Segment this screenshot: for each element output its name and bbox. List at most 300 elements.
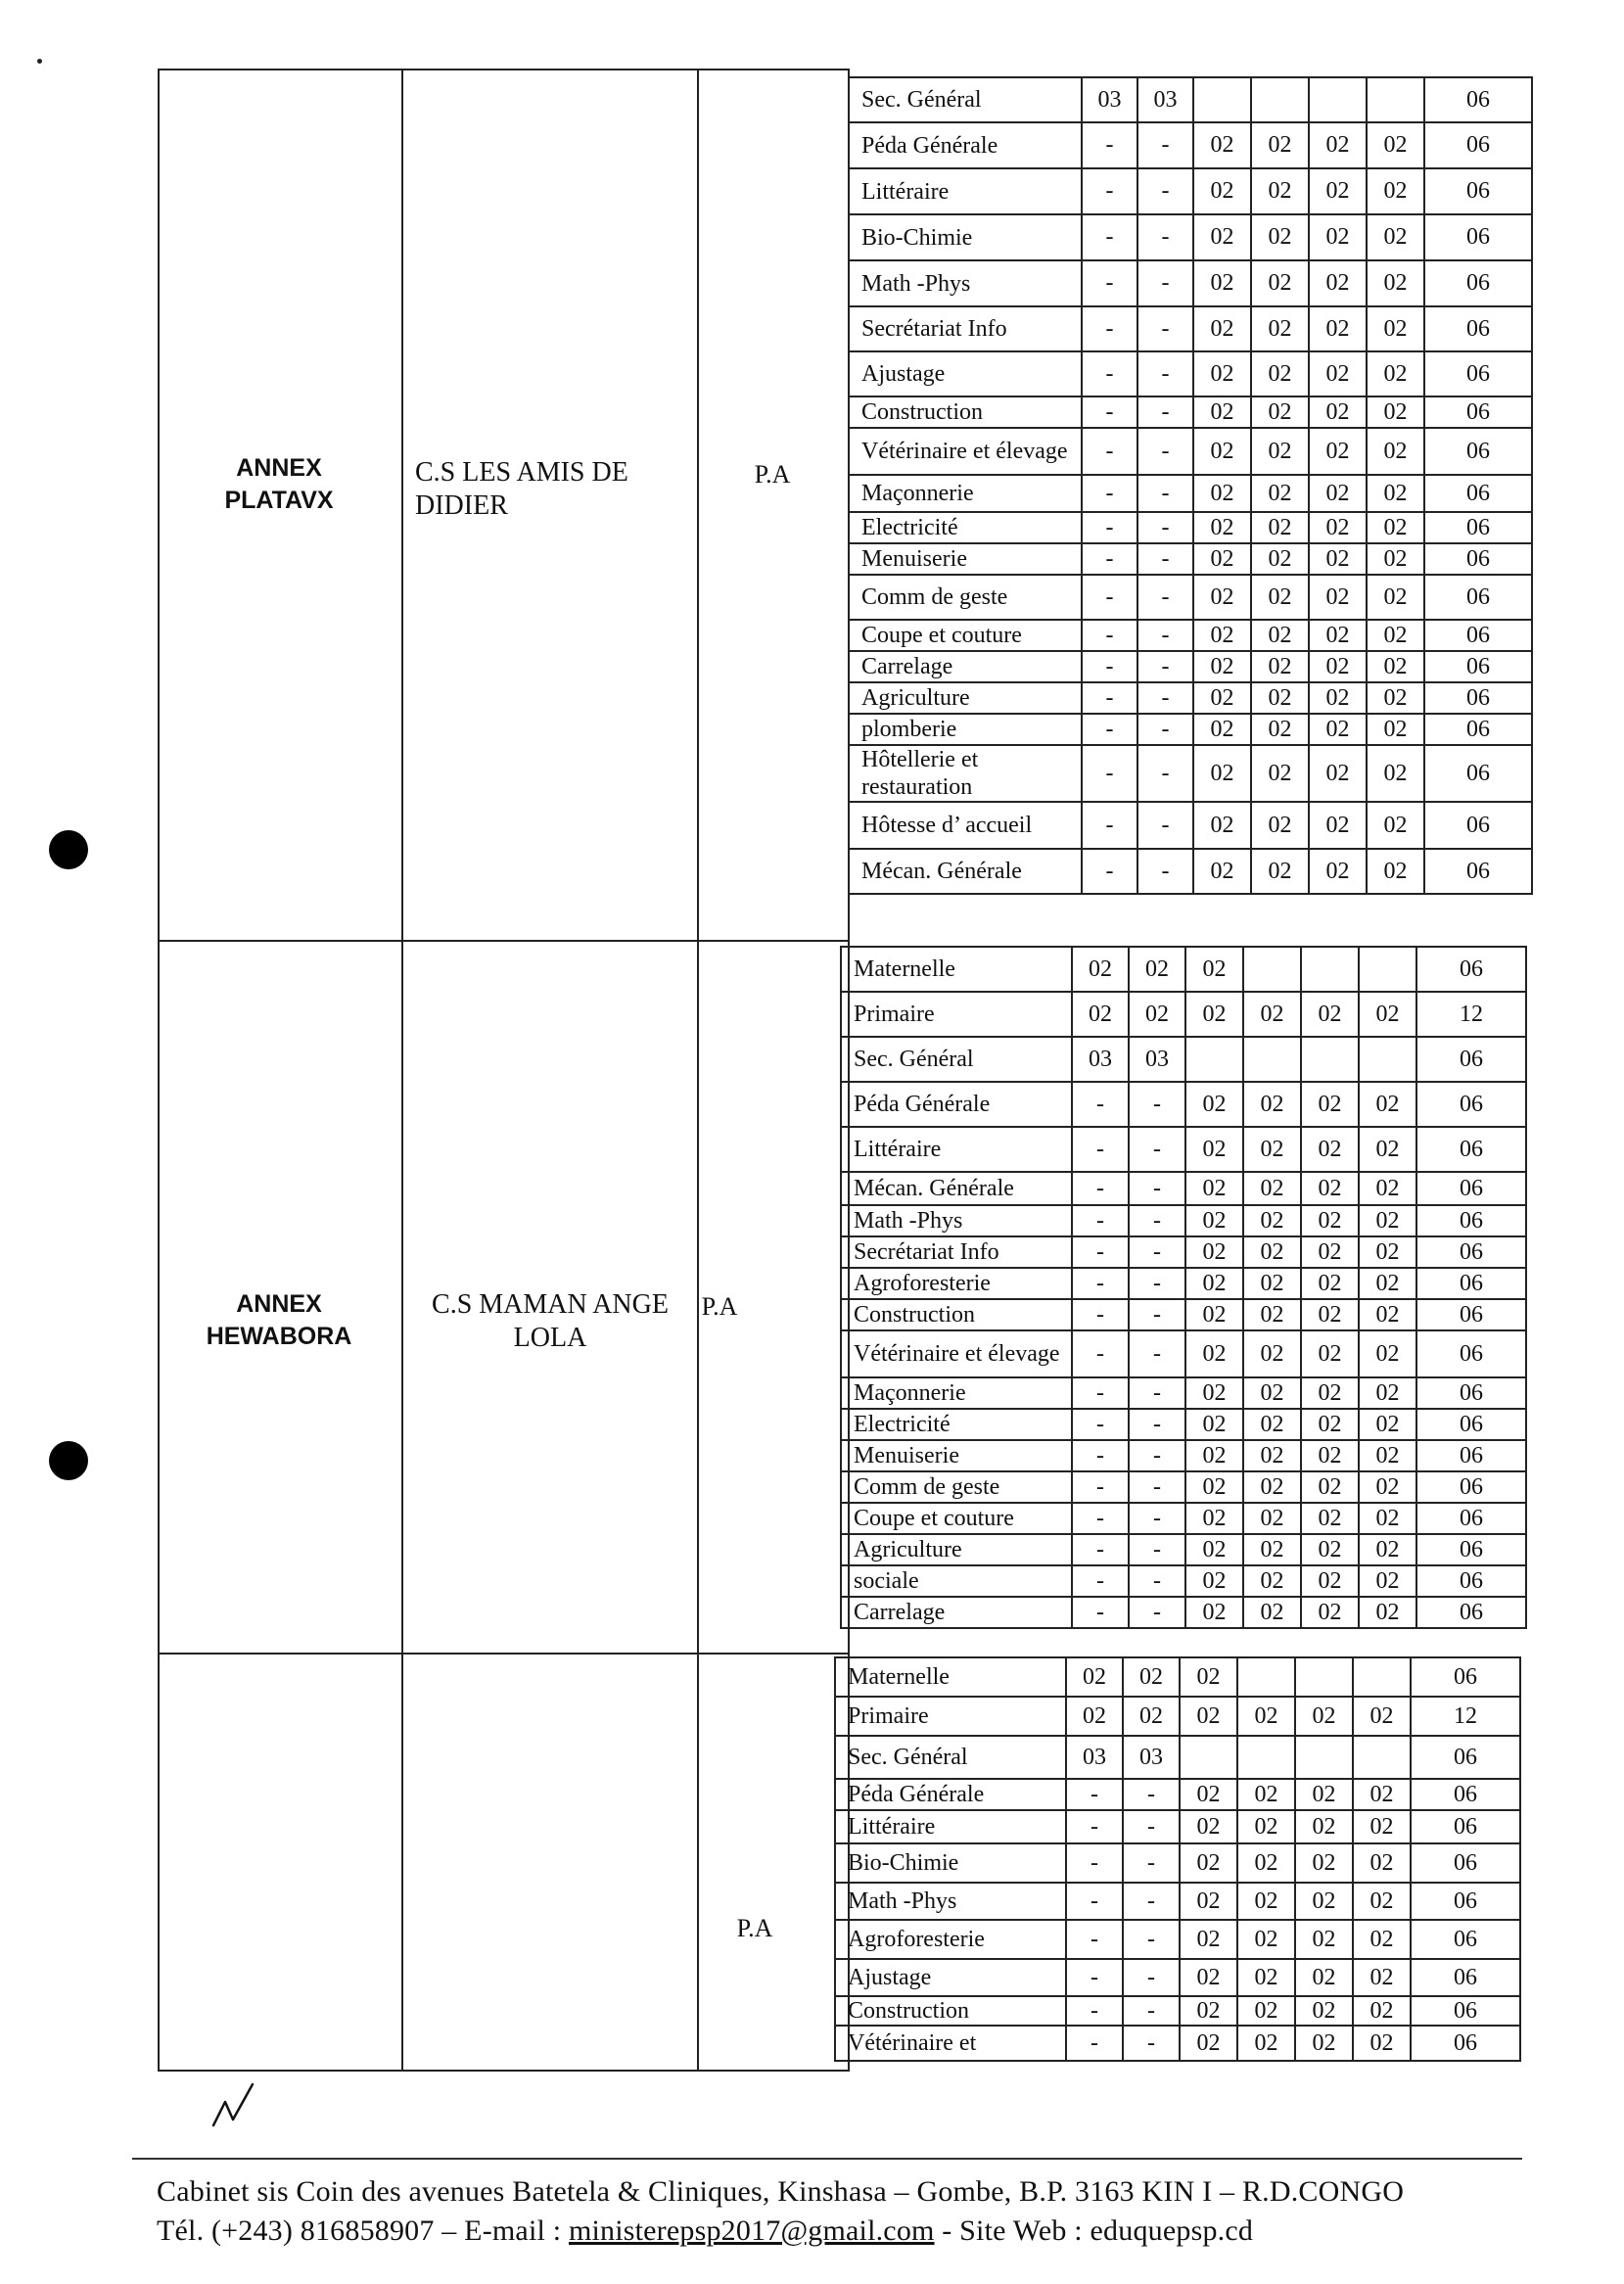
table-row	[841, 1534, 1526, 1565]
class-count-cell: -	[1072, 1565, 1129, 1597]
total-cell: 06	[1424, 428, 1532, 475]
class-count-cell: -	[1137, 651, 1193, 682]
class-count-cell: 02	[1295, 1996, 1353, 2026]
total-cell: 06	[1416, 1471, 1526, 1503]
class-count-cell: 02	[1359, 992, 1416, 1037]
class-count-cell: 02	[1185, 1268, 1243, 1299]
option-name: Comm de geste	[849, 575, 1082, 620]
class-count-cell: 02	[1072, 947, 1129, 992]
class-count-cell: 02	[1367, 512, 1424, 543]
option-name: Péda Générale	[849, 122, 1082, 168]
class-count-cell: 02	[1309, 849, 1367, 894]
table-row	[841, 1565, 1526, 1597]
class-count-cell: 02	[1193, 745, 1251, 802]
class-count-cell: -	[1066, 1843, 1123, 1883]
class-count-cell: -	[1129, 1082, 1185, 1127]
class-count-cell: 02	[1359, 1127, 1416, 1172]
class-count-cell: 02	[1367, 122, 1424, 168]
class-count-cell: -	[1123, 1959, 1180, 1996]
shift-label: P.A	[754, 460, 791, 489]
class-count-cell: 02	[1243, 1268, 1301, 1299]
class-count-cell: 02	[1251, 306, 1309, 351]
options-table	[840, 946, 1527, 1629]
table-row	[849, 214, 1532, 260]
class-count-cell: -	[1072, 1236, 1129, 1268]
total-cell: 06	[1424, 651, 1532, 682]
class-count-cell: 02	[1309, 428, 1367, 475]
col-divider-annex	[401, 69, 403, 2072]
class-count-cell: -	[1129, 1205, 1185, 1236]
class-count-cell: 02	[1353, 1697, 1411, 1736]
handwritten-check-mark	[208, 2080, 256, 2129]
table-row	[849, 802, 1532, 849]
school-name: C.S LES AMIS DE DIDIER	[415, 457, 628, 521]
class-count-cell: -	[1072, 1172, 1129, 1205]
class-count-cell: 02	[1301, 1597, 1359, 1628]
total-cell: 06	[1416, 1037, 1526, 1082]
class-count-cell: 02	[1251, 512, 1309, 543]
option-name: Menuiserie	[841, 1440, 1072, 1471]
class-count-cell: -	[1137, 849, 1193, 894]
class-count-cell: 02	[1129, 947, 1185, 992]
total-cell: 06	[1416, 1205, 1526, 1236]
class-count-cell: -	[1072, 1330, 1129, 1377]
class-count-cell: 02	[1359, 1597, 1416, 1628]
class-count-cell: 02	[1309, 651, 1367, 682]
class-count-cell: 02	[1180, 1883, 1237, 1920]
class-count-cell: -	[1137, 575, 1193, 620]
class-count-cell: -	[1137, 168, 1193, 214]
class-count-cell: -	[1082, 651, 1137, 682]
table-row	[841, 1037, 1526, 1082]
scan-speck	[37, 59, 42, 64]
class-count-cell: 02	[1353, 1996, 1411, 2026]
class-count-cell: 02	[1353, 1920, 1411, 1959]
class-count-cell: 02	[1309, 745, 1367, 802]
total-cell: 06	[1424, 122, 1532, 168]
table-row	[849, 168, 1532, 214]
total-cell: 06	[1411, 1920, 1520, 1959]
option-name: Hôtesse d’ accueil	[849, 802, 1082, 849]
option-name: Péda Générale	[835, 1779, 1066, 1810]
class-count-cell: 02	[1295, 1959, 1353, 1996]
class-count-cell: 02	[1193, 802, 1251, 849]
class-count-cell: 02	[1193, 260, 1251, 306]
class-count-cell	[1251, 77, 1309, 122]
class-count-cell: 02	[1185, 1205, 1243, 1236]
table-row	[835, 1779, 1520, 1810]
class-count-cell: -	[1066, 1883, 1123, 1920]
option-name: Ajustage	[849, 351, 1082, 396]
class-count-cell: -	[1072, 1082, 1129, 1127]
col-divider-school	[697, 69, 699, 2072]
option-name: Carrelage	[849, 651, 1082, 682]
table-row	[849, 396, 1532, 428]
class-count-cell: -	[1066, 1779, 1123, 1810]
total-cell: 06	[1424, 260, 1532, 306]
class-count-cell: 02	[1301, 1330, 1359, 1377]
class-count-cell: 02	[1243, 992, 1301, 1037]
class-count-cell: -	[1137, 620, 1193, 651]
class-count-cell: -	[1137, 214, 1193, 260]
class-count-cell: -	[1072, 1597, 1129, 1628]
option-name: Primaire	[841, 992, 1072, 1037]
class-count-cell: 02	[1309, 306, 1367, 351]
class-count-cell: 02	[1359, 1268, 1416, 1299]
class-count-cell: -	[1137, 714, 1193, 745]
class-count-cell: 03	[1072, 1037, 1129, 1082]
option-name: Agroforesterie	[841, 1268, 1072, 1299]
class-count-cell: 02	[1359, 1205, 1416, 1236]
class-count-cell: 02	[1243, 1172, 1301, 1205]
class-count-cell: 02	[1309, 475, 1367, 512]
table-row	[835, 1657, 1520, 1697]
class-count-cell: 02	[1301, 1082, 1359, 1127]
table-row	[841, 1409, 1526, 1440]
total-cell: 12	[1416, 992, 1526, 1037]
total-cell: 06	[1416, 1440, 1526, 1471]
class-count-cell: 02	[1193, 575, 1251, 620]
class-count-cell: -	[1123, 1883, 1180, 1920]
class-count-cell: 02	[1243, 1082, 1301, 1127]
class-count-cell: 02	[1185, 1236, 1243, 1268]
class-count-cell: 02	[1309, 122, 1367, 168]
option-name: Maçonnerie	[841, 1377, 1072, 1409]
class-count-cell	[1353, 1736, 1411, 1779]
class-count-cell: 02	[1237, 1996, 1295, 2026]
class-count-cell: 02	[1185, 1127, 1243, 1172]
option-name: Comm de geste	[841, 1471, 1072, 1503]
option-name: Electricité	[841, 1409, 1072, 1440]
class-count-cell: -	[1082, 849, 1137, 894]
footer-email-link[interactable]: ministerepsp2017@gmail.com	[568, 2214, 935, 2247]
option-name: Péda Générale	[841, 1082, 1072, 1127]
class-count-cell: 02	[1367, 651, 1424, 682]
table-row	[835, 1810, 1520, 1843]
class-count-cell: -	[1129, 1597, 1185, 1628]
class-count-cell: 02	[1237, 1810, 1295, 1843]
table-row	[841, 947, 1526, 992]
option-name: Construction	[849, 396, 1082, 428]
class-count-cell: 02	[1193, 475, 1251, 512]
class-count-cell: -	[1082, 620, 1137, 651]
class-count-cell: 02	[1359, 1236, 1416, 1268]
class-count-cell: -	[1123, 1810, 1180, 1843]
table-row	[841, 1205, 1526, 1236]
class-count-cell: 02	[1193, 543, 1251, 575]
total-cell: 06	[1424, 543, 1532, 575]
class-count-cell: 02	[1359, 1299, 1416, 1330]
class-count-cell: 02	[1251, 745, 1309, 802]
class-count-cell: -	[1072, 1268, 1129, 1299]
class-count-cell: 02	[1309, 682, 1367, 714]
class-count-cell: 02	[1193, 351, 1251, 396]
class-count-cell: 02	[1251, 428, 1309, 475]
class-count-cell: -	[1082, 682, 1137, 714]
class-count-cell: 02	[1180, 1959, 1237, 1996]
class-count-cell: -	[1082, 351, 1137, 396]
class-count-cell: 02	[1251, 260, 1309, 306]
options-table	[848, 76, 1533, 895]
total-cell: 06	[1416, 1409, 1526, 1440]
class-count-cell: -	[1137, 543, 1193, 575]
class-count-cell: 02	[1180, 1843, 1237, 1883]
class-count-cell: 02	[1367, 745, 1424, 802]
class-count-cell	[1243, 947, 1301, 992]
class-count-cell: 02	[1251, 849, 1309, 894]
option-name: Coupe et couture	[849, 620, 1082, 651]
total-cell: 06	[1416, 947, 1526, 992]
total-cell: 06	[1411, 1883, 1520, 1920]
class-count-cell: 02	[1309, 714, 1367, 745]
class-count-cell: 03	[1066, 1736, 1123, 1779]
class-count-cell: 02	[1301, 1268, 1359, 1299]
option-name: Hôtellerie et restauration	[849, 745, 1082, 802]
option-name: Menuiserie	[849, 543, 1082, 575]
class-count-cell: -	[1072, 1534, 1129, 1565]
class-count-cell: -	[1072, 1205, 1129, 1236]
class-count-cell: 02	[1185, 1534, 1243, 1565]
class-count-cell: 02	[1301, 1534, 1359, 1565]
table-row	[841, 1268, 1526, 1299]
class-count-cell: 02	[1359, 1565, 1416, 1597]
class-count-cell: 02	[1243, 1440, 1301, 1471]
option-name: Carrelage	[841, 1597, 1072, 1628]
class-count-cell: 02	[1359, 1503, 1416, 1534]
option-name: Ajustage	[835, 1959, 1066, 1996]
option-name: Math -Phys	[849, 260, 1082, 306]
total-cell: 06	[1411, 1657, 1520, 1697]
table-row	[835, 1920, 1520, 1959]
class-count-cell: -	[1082, 745, 1137, 802]
class-count-cell: 03	[1129, 1037, 1185, 1082]
class-count-cell: 02	[1243, 1409, 1301, 1440]
table-border-top	[158, 69, 850, 70]
option-name: Secrétariat Info	[841, 1236, 1072, 1268]
table-row	[835, 1883, 1520, 1920]
class-count-cell: 02	[1367, 428, 1424, 475]
class-count-cell: -	[1072, 1377, 1129, 1409]
class-count-cell: 02	[1237, 1843, 1295, 1883]
class-count-cell: 02	[1243, 1127, 1301, 1172]
table-row	[849, 351, 1532, 396]
class-count-cell: 02	[1193, 122, 1251, 168]
class-count-cell: 02	[1237, 2026, 1295, 2061]
class-count-cell: -	[1129, 1503, 1185, 1534]
class-count-cell: 02	[1185, 992, 1243, 1037]
total-cell: 06	[1411, 1843, 1520, 1883]
class-count-cell: -	[1082, 428, 1137, 475]
class-count-cell: 03	[1137, 77, 1193, 122]
class-count-cell: 02	[1301, 1503, 1359, 1534]
class-count-cell: 02	[1295, 2026, 1353, 2061]
class-count-cell: 02	[1367, 543, 1424, 575]
class-count-cell: 02	[1185, 1409, 1243, 1440]
table-row	[849, 849, 1532, 894]
class-count-cell: 02	[1185, 1471, 1243, 1503]
class-count-cell: 02	[1066, 1657, 1123, 1697]
class-count-cell: 02	[1367, 714, 1424, 745]
class-count-cell: -	[1129, 1409, 1185, 1440]
class-count-cell: 02	[1353, 2026, 1411, 2061]
class-count-cell: -	[1072, 1127, 1129, 1172]
class-count-cell: 02	[1309, 512, 1367, 543]
class-count-cell: 02	[1237, 1883, 1295, 1920]
class-count-cell: 02	[1353, 1959, 1411, 1996]
school-name: C.S MAMAN ANGE LOLA	[432, 1289, 669, 1353]
option-name: sociale	[841, 1565, 1072, 1597]
class-count-cell: -	[1072, 1503, 1129, 1534]
class-count-cell: 02	[1180, 1697, 1237, 1736]
class-count-cell: -	[1066, 2026, 1123, 2061]
option-name: Agroforesterie	[835, 1920, 1066, 1959]
class-count-cell: -	[1129, 1440, 1185, 1471]
option-name: Vétérinaire et élevage	[849, 428, 1082, 475]
class-count-cell: 02	[1367, 168, 1424, 214]
table-row	[849, 306, 1532, 351]
class-count-cell: 02	[1193, 214, 1251, 260]
class-count-cell: 02	[1251, 651, 1309, 682]
option-name: Mécan. Générale	[849, 849, 1082, 894]
class-count-cell: -	[1137, 260, 1193, 306]
class-count-cell: -	[1129, 1127, 1185, 1172]
class-count-cell: 02	[1251, 682, 1309, 714]
table-row	[849, 651, 1532, 682]
class-count-cell: 02	[1295, 1883, 1353, 1920]
class-count-cell: -	[1129, 1330, 1185, 1377]
class-count-cell	[1185, 1037, 1243, 1082]
class-count-cell	[1243, 1037, 1301, 1082]
class-count-cell: 02	[1295, 1697, 1353, 1736]
class-count-cell: 02	[1129, 992, 1185, 1037]
class-count-cell: -	[1129, 1268, 1185, 1299]
options-table	[834, 1656, 1521, 2062]
option-name: Construction	[835, 1996, 1066, 2026]
class-count-cell: 02	[1353, 1843, 1411, 1883]
table-row	[849, 260, 1532, 306]
total-cell: 06	[1424, 620, 1532, 651]
class-count-cell: 02	[1367, 620, 1424, 651]
class-count-cell: 02	[1367, 214, 1424, 260]
class-count-cell: 02	[1185, 1440, 1243, 1471]
class-count-cell: 02	[1185, 1503, 1243, 1534]
class-count-cell	[1295, 1736, 1353, 1779]
total-cell: 06	[1424, 396, 1532, 428]
class-count-cell	[1193, 77, 1251, 122]
class-count-cell: 02	[1367, 802, 1424, 849]
class-count-cell: 02	[1353, 1883, 1411, 1920]
class-count-cell: -	[1066, 1920, 1123, 1959]
class-count-cell: -	[1082, 475, 1137, 512]
class-count-cell: 02	[1072, 992, 1129, 1037]
class-count-cell: 02	[1185, 1299, 1243, 1330]
class-count-cell: 02	[1353, 1779, 1411, 1810]
option-name: Math -Phys	[841, 1205, 1072, 1236]
class-count-cell: 02	[1367, 575, 1424, 620]
class-count-cell: -	[1123, 1843, 1180, 1883]
class-count-cell: -	[1137, 475, 1193, 512]
class-count-cell: -	[1137, 682, 1193, 714]
table-row	[841, 1440, 1526, 1471]
total-cell: 06	[1416, 1597, 1526, 1628]
class-count-cell: 02	[1301, 1172, 1359, 1205]
table-row	[849, 428, 1532, 475]
option-name: Sec. Général	[849, 77, 1082, 122]
option-name: Littéraire	[841, 1127, 1072, 1172]
annex-name: ANNEX HEWABORA	[206, 1290, 352, 1350]
total-cell: 06	[1424, 745, 1532, 802]
class-count-cell: -	[1082, 512, 1137, 543]
option-name: Agriculture	[841, 1534, 1072, 1565]
class-count-cell: -	[1072, 1409, 1129, 1440]
class-count-cell: -	[1072, 1471, 1129, 1503]
class-count-cell: -	[1082, 396, 1137, 428]
option-name: Sec. Général	[841, 1037, 1072, 1082]
table-row	[841, 1377, 1526, 1409]
total-cell: 06	[1416, 1299, 1526, 1330]
class-count-cell: 02	[1359, 1172, 1416, 1205]
class-count-cell: -	[1137, 351, 1193, 396]
class-count-cell	[1295, 1657, 1353, 1697]
class-count-cell: 02	[1193, 651, 1251, 682]
table-row	[849, 77, 1532, 122]
class-count-cell: 02	[1301, 992, 1359, 1037]
class-count-cell: -	[1129, 1299, 1185, 1330]
class-count-cell: -	[1137, 122, 1193, 168]
class-count-cell: 02	[1359, 1377, 1416, 1409]
class-count-cell: 02	[1309, 168, 1367, 214]
total-cell: 06	[1424, 575, 1532, 620]
shift-label: P.A	[701, 1292, 738, 1321]
total-cell: 06	[1416, 1330, 1526, 1377]
option-name: Bio-Chimie	[849, 214, 1082, 260]
class-count-cell	[1359, 1037, 1416, 1082]
class-count-cell: 02	[1367, 475, 1424, 512]
class-count-cell: 02	[1359, 1330, 1416, 1377]
class-count-cell: -	[1123, 1779, 1180, 1810]
class-count-cell: 02	[1251, 168, 1309, 214]
footer-contact	[157, 2214, 1527, 2248]
section-divider-1	[158, 940, 850, 942]
table-row	[841, 1236, 1526, 1268]
section-divider-2	[158, 1653, 850, 1655]
class-count-cell: 02	[1237, 1959, 1295, 1996]
class-count-cell: 02	[1193, 512, 1251, 543]
option-name: Bio-Chimie	[835, 1843, 1066, 1883]
class-count-cell: 02	[1359, 1440, 1416, 1471]
total-cell: 06	[1424, 77, 1532, 122]
class-count-cell: -	[1129, 1534, 1185, 1565]
shift-label: P.A	[736, 1914, 773, 1942]
total-cell: 12	[1411, 1697, 1520, 1736]
total-cell: 06	[1416, 1127, 1526, 1172]
class-count-cell: 02	[1301, 1236, 1359, 1268]
table-row	[849, 682, 1532, 714]
class-count-cell: 02	[1359, 1471, 1416, 1503]
table-border-left	[158, 69, 160, 2072]
class-count-cell: 02	[1066, 1697, 1123, 1736]
class-count-cell: 02	[1367, 351, 1424, 396]
option-name: Agriculture	[849, 682, 1082, 714]
table-row	[835, 1843, 1520, 1883]
class-count-cell: 02	[1243, 1236, 1301, 1268]
class-count-cell: 02	[1185, 947, 1243, 992]
class-count-cell: -	[1137, 802, 1193, 849]
option-name: Primaire	[835, 1697, 1066, 1736]
total-cell: 06	[1416, 1268, 1526, 1299]
total-cell: 06	[1411, 1959, 1520, 1996]
class-count-cell: -	[1137, 512, 1193, 543]
